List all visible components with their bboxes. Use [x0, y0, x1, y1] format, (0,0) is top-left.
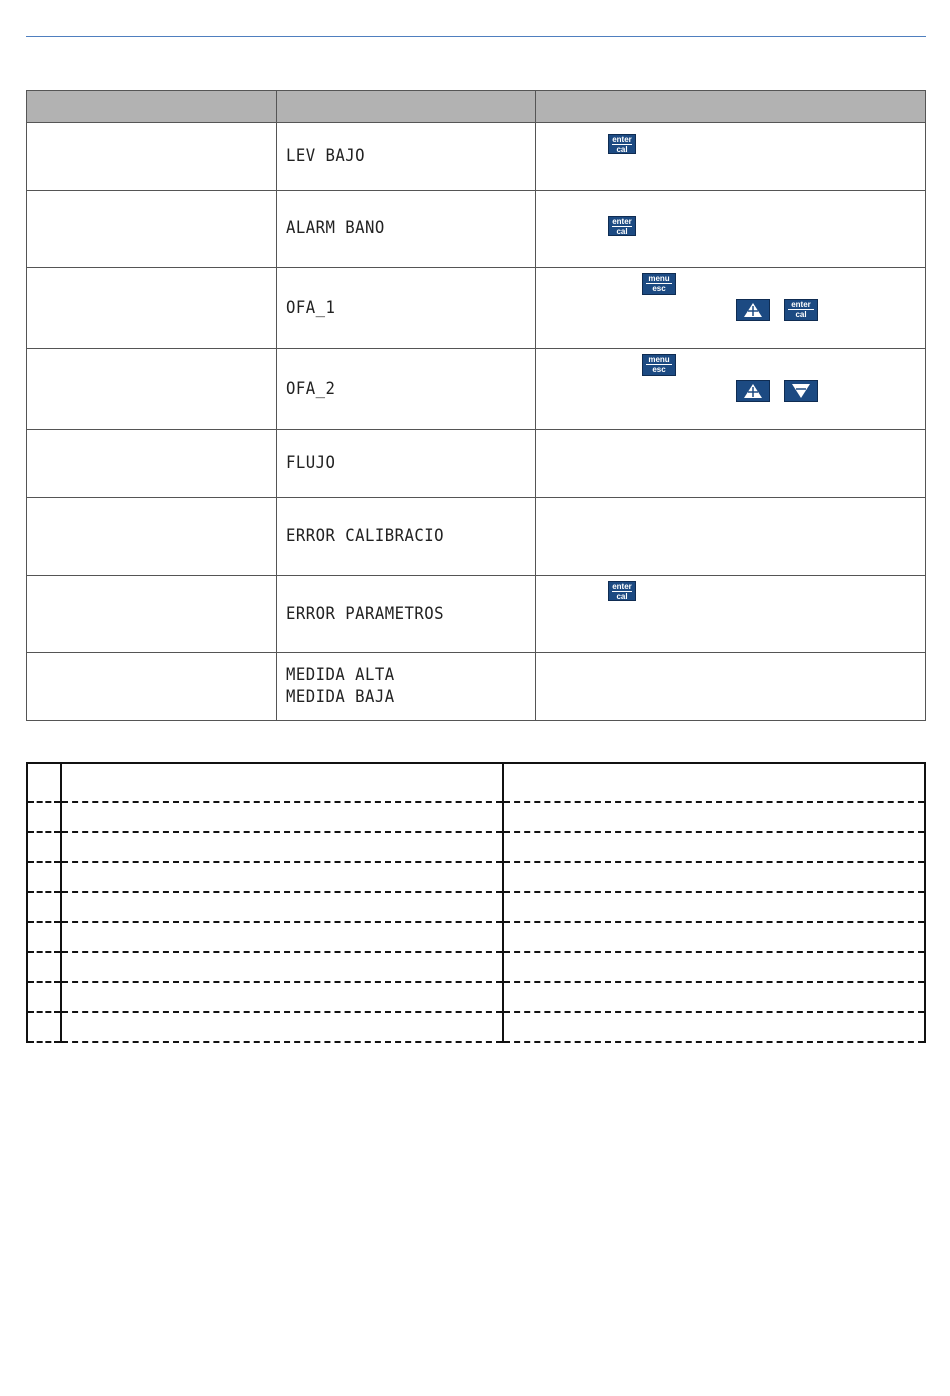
header-cell-display — [277, 91, 536, 123]
header-rule — [26, 36, 926, 37]
table-row — [27, 430, 926, 498]
table-row — [27, 576, 926, 653]
up-arrow-key — [736, 299, 770, 321]
alarm-table — [26, 90, 926, 721]
table-row — [27, 982, 925, 1012]
lcd-message: ALARM BANO — [286, 218, 385, 238]
down-arrow-key — [784, 380, 818, 402]
table-header-row — [27, 91, 926, 123]
table-row — [27, 892, 925, 922]
up-arrow-icon — [737, 300, 769, 320]
table-row — [27, 349, 926, 430]
lcd-message-line-2: MEDIDA BAJA — [286, 687, 395, 707]
secondary-table — [26, 762, 926, 1043]
table-row — [27, 952, 925, 982]
table-row — [27, 862, 925, 892]
table-row — [27, 653, 926, 721]
table-row — [27, 191, 926, 268]
enter-cal-key: enter cal — [784, 299, 818, 321]
lcd-message: OFA_2 — [286, 379, 336, 399]
header-cell-action — [536, 91, 926, 123]
enter-cal-key: enter cal — [608, 216, 636, 236]
table-row — [27, 832, 925, 862]
table-row — [27, 268, 926, 349]
table-row — [27, 763, 925, 802]
lcd-message: OFA_1 — [286, 298, 336, 318]
menu-esc-key: menu esc — [642, 273, 676, 295]
table-row — [27, 802, 925, 832]
menu-esc-key: menu esc — [642, 354, 676, 376]
enter-cal-key: enter cal — [608, 134, 636, 154]
table-row — [27, 123, 926, 191]
enter-cal-key: enter cal — [608, 581, 636, 601]
table-row — [27, 1012, 925, 1042]
up-arrow-icon — [737, 381, 769, 401]
lcd-message-line-1: MEDIDA ALTA — [286, 665, 395, 685]
table-row — [27, 498, 926, 576]
up-arrow-key — [736, 380, 770, 402]
lcd-message: LEV BAJO — [286, 146, 366, 166]
lcd-message: FLUJO — [286, 453, 336, 473]
table-row — [27, 922, 925, 952]
header-cell-cause — [27, 91, 277, 123]
lcd-message: ERROR PARAMETROS — [286, 604, 445, 624]
down-arrow-icon — [785, 381, 817, 401]
lcd-message: ERROR CALIBRACIO — [286, 526, 445, 546]
